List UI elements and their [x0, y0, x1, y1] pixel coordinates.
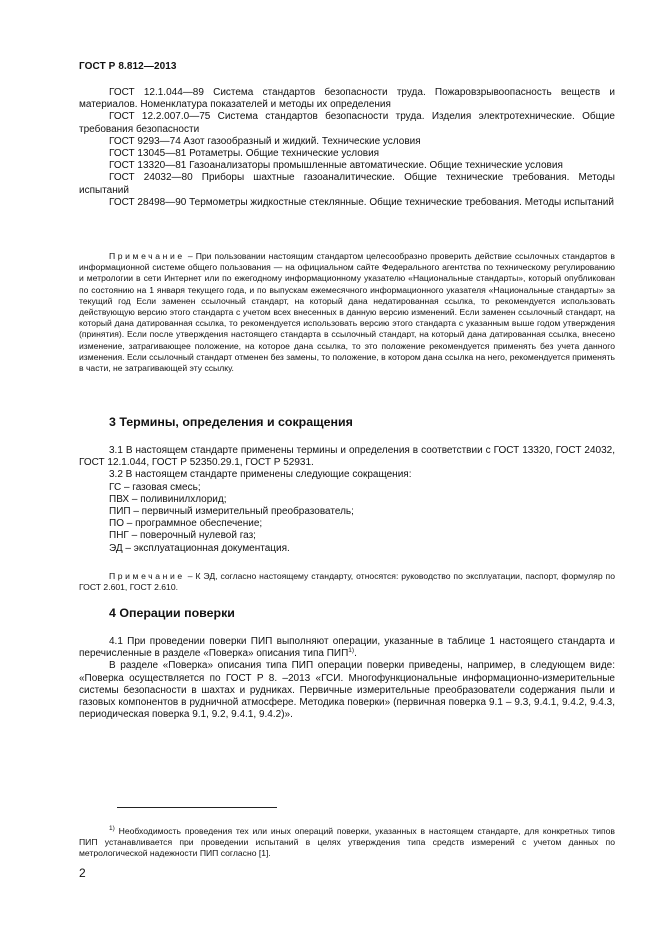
- section-3-title: 3 Термины, определения и сокращения: [109, 415, 353, 429]
- reference-item: ГОСТ 24032—80 Приборы шахтные газоаналитические. Общие технические требования. Методы испытаний: [79, 172, 615, 196]
- note-label: Примечание: [109, 571, 185, 581]
- abbreviation-item: ПВХ – поливинилхлорид;: [109, 493, 227, 505]
- note-label: Примечание: [109, 251, 185, 261]
- normative-references-list: [79, 87, 615, 209]
- section-4-body: [79, 636, 615, 721]
- reference-item: ГОСТ 12.1.044—89 Система стандартов безопасности труда. Пожаровзрывоопасность веществ и материалов. Номенклатура показателей и методы их определения: [79, 87, 615, 111]
- paragraph-3-2: 3.2 В настоящем стандарте применены следующие сокращения:: [109, 469, 412, 481]
- footnote-separator: [117, 807, 277, 808]
- references-note: [79, 251, 615, 374]
- paragraph-4-1: 4.1 При проведении поверки ПИП выполняют операции, указанные в таблице 1 настоящего стандарта и перечисленные в разделе «Поверка» описания типа ПИП$^{1)}$.: [79, 636, 615, 660]
- note-text: – При пользовании настоящим стандартом целесообразно проверить действие ссылочных стандартов в информационной системе общего пользования — на официальном сайте Федерального агентства по техническому регулированию и метрологии в сети Интернет или по ежегодному информационному указателю «Национальные стандарты», который опубликован по состоянию на 1 января текущего года, и по выпускам ежемесячного информационного указателя «Национальные стандарты» за текущий год Если заменен ссылочный стандарт, на который дана недатированная ссылка, то рекомендуется использовать действующую версию этого стандарта с учетом всех внесенных в данную версию изменений. Если заменен ссылочный стандарт, на который дана датированная ссылка, то рекомендуется использовать версию этого стандарта с указанным выше годом утверждения (принятия). Если после утверждения настоящего стандарта в ссылочный стандарт, на который дана датированная ссылка, внесено изменение, затрагивающее положение, на которое дана ссылка, то это положение рекомендуется применять без учета данного изменения. Если ссылочный стандарт отменен без замены, то положение, в котором дана ссылка на него, рекомендуется применять в части, не затрагивающей эту ссылку.: [79, 251, 615, 374]
- footnote-mark: 1): [109, 825, 115, 832]
- section-3-body: [79, 445, 615, 555]
- abbreviation-item: ПНГ – поверочный нулевой газ;: [109, 530, 256, 542]
- footnote-ref: 1): [348, 647, 355, 655]
- abbreviation-item: ПО – программное обеспечение;: [109, 518, 263, 530]
- page-number: 2: [79, 866, 86, 880]
- paragraph-3-1: 3.1 В настоящем стандарте применены термины и определения в соответствии с ГОСТ 13320, ГОСТ 24032, ГОСТ 12.1.044, ГОСТ Р 52350.29.1, ГОСТ Р 52931.: [79, 445, 615, 469]
- reference-item: ГОСТ 9293—74 Азот газообразный и жидкий. Технические условия: [109, 135, 421, 147]
- reference-item: ГОСТ 13045—81 Ротаметры. Общие технические условия: [109, 148, 380, 160]
- reference-item: ГОСТ 28498—90 Термометры жидкостные стеклянные. Общие технические требования. Методы испытаний: [109, 196, 614, 208]
- footnote-text: Необходимость проведения тех или иных операций поверки, указанных в настоящем стандарте, для конкретных типов ПИП устанавливается при проведении испытаний в целях утверждения типа средств измерений с учетом данных по метрологической надежности ПИП согласно [1].: [79, 826, 616, 859]
- reference-item: ГОСТ 12.2.007.0—75 Система стандартов безопасности труда. Изделия электротехнические. Общие требования безопасности: [79, 111, 615, 135]
- document-header: ГОСТ Р 8.812—2013: [79, 61, 177, 72]
- section-4-title: 4 Операции поверки: [109, 606, 235, 620]
- abbreviation-item: ГС – газовая смесь;: [109, 481, 201, 493]
- reference-item: ГОСТ 13320—81 Газоанализаторы промышленные автоматические. Общие технические условия: [109, 160, 563, 172]
- section-3-note: [79, 571, 615, 593]
- footnote: [79, 826, 615, 860]
- abbreviation-item: ЭД – эксплуатационная документация.: [109, 542, 290, 554]
- note-text: – К ЭД, согласно настоящему стандарту, относятся: руководство по эксплуатации, паспорт, формуляр по ГОСТ 2.601, ГОСТ 2.610.: [79, 571, 615, 593]
- abbreviation-item: ПИП – первичный измерительный преобразователь;: [109, 506, 354, 518]
- paragraph-4-2: В разделе «Поверка» описания типа ПИП операции поверки приведены, например, в следующем виде: «Поверка осуществляется по ГОСТ Р 8. –2013 «ГСИ. Многофункциональные информационно-измерительные системы безопасности в шахтах и рудниках. Первичные измерительные преобразователи содержания пыли и газовых компонентов в рудничной атмосфере. Методика поверки» (первичная поверка 9.1 – 9.3, 9.4.1, 9.4.2, 9.4.3, периодическая поверка 9.1, 9.2, 9.4.1, 9.4.2)».: [79, 660, 615, 721]
